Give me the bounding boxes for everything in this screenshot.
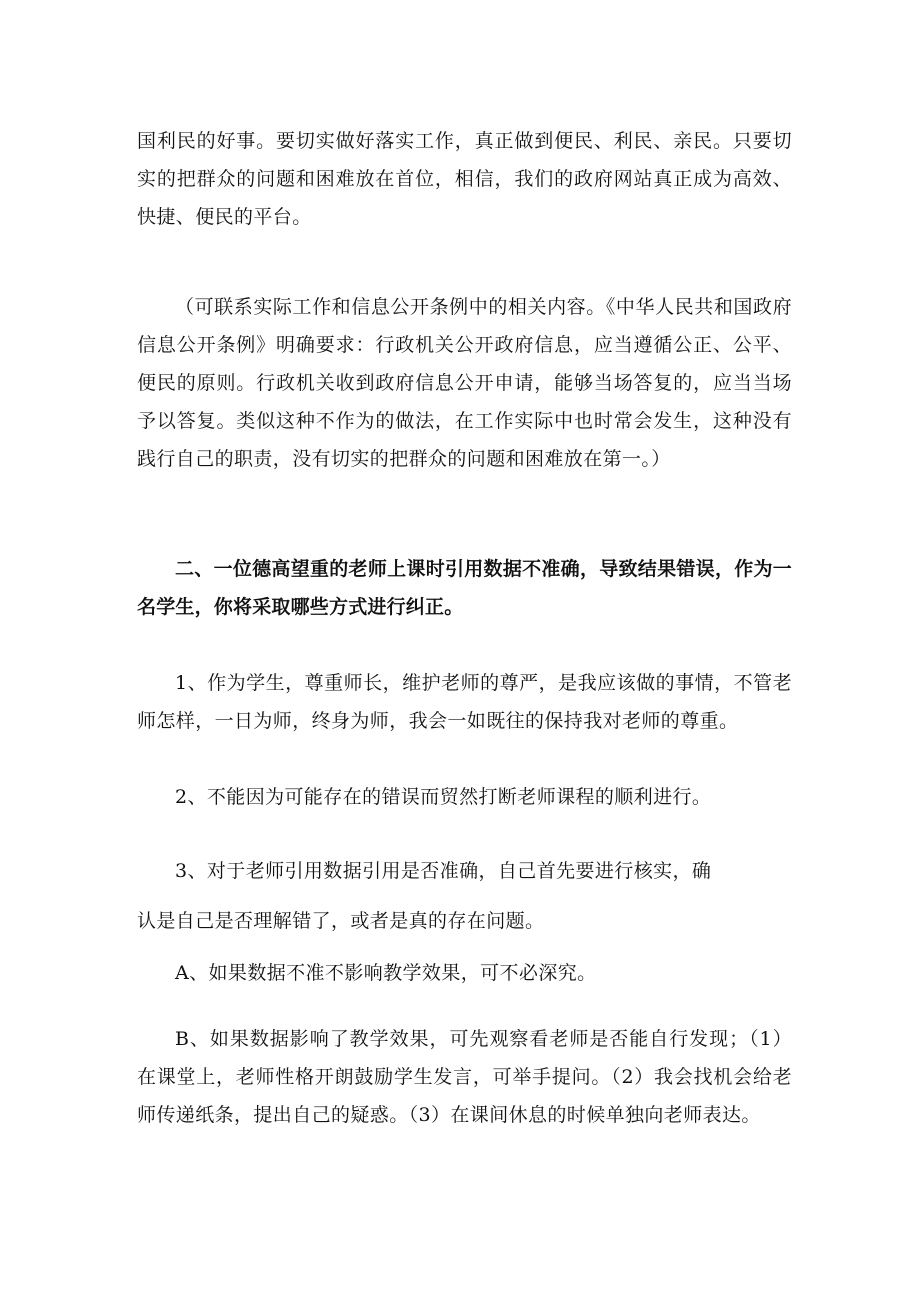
paragraph-note: （可联系实际工作和信息公开条例中的相关内容。《中华人民共和国政府信息公开条例》明确要求：行政机关公开政府信息，应当遵循公正、公平、便民的原则。行政机关收到政府信息公开申请，能够当场答复的，应当当场予以答复。类似这种不作为的做法，在工作实际中也时常会发生，这种没有践行自己的职责，没有切实的把群众的问题和困难放在第一。） xyxy=(137,296,792,470)
list-item-b: B、如果数据影响了教学效果，可先观察看老师是否能自行发现；（1）在课堂上，老师性格开朗鼓励学生发言，可举手提问。（2）我会找机会给老师传递纸条，提出自己的疑惑。（3）在课间休息的时候单独向老师表达。 xyxy=(137,1028,792,1126)
list-item-1: 1、作为学生，尊重师长，维护老师的尊严，是我应该做的事情，不管老师怎样，一日为师，终身为师，我会一如既往的保持我对老师的尊重。 xyxy=(137,672,792,732)
list-item-2: 2、不能因为可能存在的错误而贸然打断老师课程的顺利进行。 xyxy=(175,786,712,808)
paragraph-conclusion: 国利民的好事。要切实做好落实工作，真正做到便民、利民、亲民。只要切实的把群众的问题和困难放在首位，相信，我们的政府网站真正成为高效、快捷、便民的平台。 xyxy=(137,130,792,228)
list-item-3-line-1: 3、对于老师引用数据引用是否准确，自己首先要进行核实，确 xyxy=(175,860,712,882)
section-heading-2: 二、一位德高望重的老师上课时引用数据不准确，导致结果错误，作为一名学生，你将采取哪些方式进行纠正。 xyxy=(137,558,792,618)
list-item-a: A、如果数据不准不影响教学效果，可不必深究。 xyxy=(175,962,597,984)
list-item-3-line-2: 认是自己是否理解错了，或者是真的存在问题。 xyxy=(137,910,545,932)
